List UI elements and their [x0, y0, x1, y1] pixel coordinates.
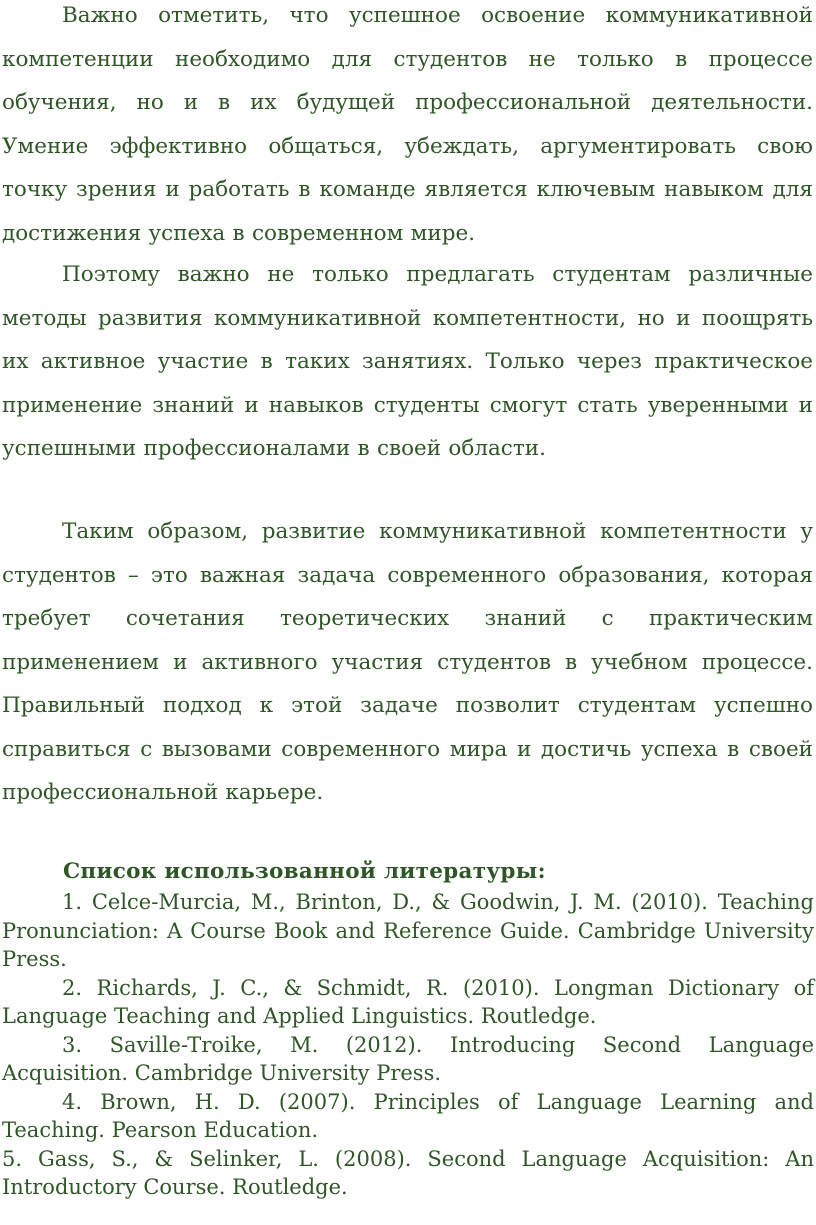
reference-item-3: 3. Saville-Troike, M. (2012). Introducing Second Language Acquisition. Cambridge University Press. [2, 1032, 814, 1085]
reference-item-4: 4. Brown, H. D. (2007). Principles of Language Learning and Teaching. Pearson Education. [2, 1089, 814, 1142]
reference-item-5: 5. Gass, S., & Selinker, L. (2008). Second Language Acquisition: An Introductory Course. Routledge. [2, 1146, 814, 1199]
body-paragraph-3: Таким образом, развитие коммуникативной компетентности у студентов – это важная задача современного образования, которая требует сочетания теоретических знаний с практическим применением и активного участия студентов в учебном процессе. Правильный подход к этой задаче позволит студентам успешно справиться с вызовами современного мира и достичь успеха в своей профессиональной карьере. [2, 519, 813, 805]
references-heading: Список использованной литературы: [63, 859, 546, 884]
reference-item-2: 2. Richards, J. C., & Schmidt, R. (2010). Longman Dictionary of Language Teaching and Applied Linguistics. Routledge. [2, 975, 814, 1028]
reference-item-1: 1. Celce-Murcia, M., Brinton, D., & Goodwin, J. M. (2010). Teaching Pronunciation: A Course Book and Reference Guide. Cambridge University Press. [2, 890, 814, 971]
body-paragraph-1: Важно отметить, что успешное освоение коммуникативной компетенции необходимо для студентов не только в процессе обучения, но и в их будущей профессиональной деятельности. Умение эффективно общаться, убеждать, аргументировать свою точку зрения и работать в команде является ключевым навыком для достижения успеха в современном мире. [2, 3, 813, 246]
body-paragraph-2: Поэтому важно не только предлагать студентам различные методы развития коммуникативной компетентности, но и поощрять их активное участие в таких занятиях. Только через практическое применение знаний и навыков студенты смогут стать уверенными и успешными профессионалами в своей области. [2, 262, 813, 461]
references-list [2, 888, 814, 1202]
